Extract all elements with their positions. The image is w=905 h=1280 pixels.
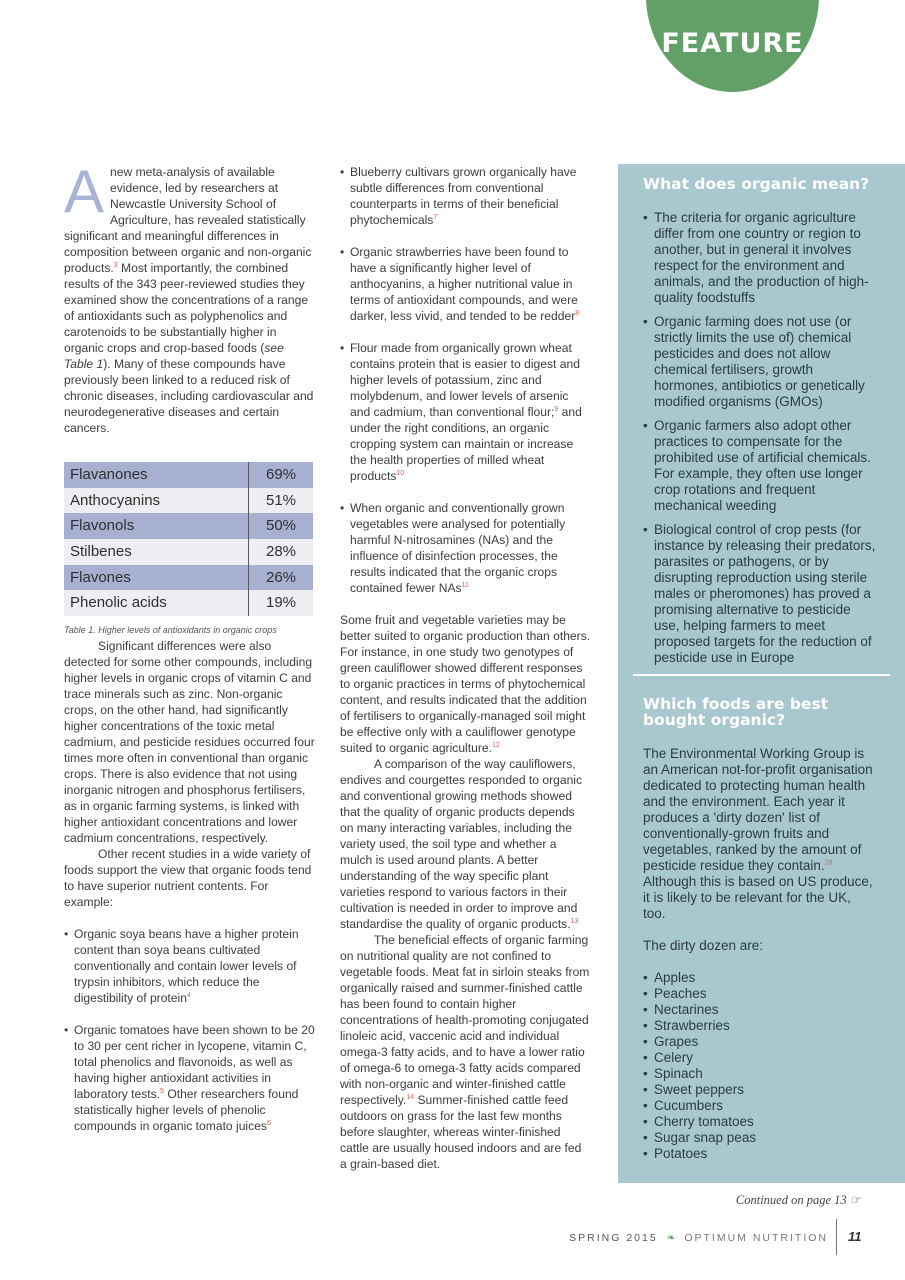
issue-date: SPRING 2015 [569,1232,658,1244]
footnote-ref[interactable]: 4 [186,992,191,1000]
list-item: • Blueberry cultivars grown organically have subtle differences from conventional counterparts in terms of their beneficial phytochemicals$^7$ [340,164,591,228]
list-item: • When organic and conventionally grown vegetables were analysed for potentially harmful N-nitrosamines (NAs) and the influence of disinfection processes, the results indicated that the organic crops contained fewer NAs$^{11}$ [340,500,591,596]
antioxidant-table [64,462,313,616]
list-item: • Cucumbers [643,1098,877,1114]
footer-divider [836,1219,837,1255]
footnote-ref[interactable]: 5 [160,1088,164,1096]
list-item: • Sweet peppers [643,1082,877,1098]
table-row: Anthocyanins 51% [64,488,313,514]
table-row: Flavanones 69% [64,462,313,488]
body-paragraph: The beneficial effects of organic farming on nutritional quality are not confined to vegetable foods. Meat fat in sirloin steaks from organically raised and summer-finished cattle has been found to contain higher concentrations of health-promoting conjugated linoleic acid, vaccenic acid and individual omega-3 fatty acids, and to have a lower ratio of omega-6 to omega-3 fatty acids compared with non-organic and winter-finished cattle respectively.$^{14}$ Summer-finished cattle feed outdoors on grass for the last few months before slaughter, whereas winter-finished cattle are usually housed indoors and are fed a grain-based diet. [340,933,590,1171]
table-row: Flavones 26% [64,565,313,591]
body-paragraph: Some fruit and vegetable varieties may be better suited to organic production than others. For instance, in one study two genotypes of green cauliflower showed different responses to organic practices in terms of phytochemical content, and results indicated that the addition of fertilisers to organically-managed soil might be effective only with a cauliflower genotype suited to organic agriculture.$^{12}$ [340,613,591,755]
footnote-ref[interactable]: 14 [406,1093,415,1101]
list-item: • Strawberries [643,1018,877,1034]
left-column [64,158,316,1150]
table-reference: see Table 1 [64,341,284,371]
footnote-ref[interactable]: 6 [266,1120,271,1128]
drop-cap: A [64,158,105,225]
list-item: • Peaches [643,986,877,1002]
sidebar-paragraph: The dirty dozen are: [643,938,764,953]
list-item: • Celery [643,1050,877,1066]
page-footer [569,1232,828,1244]
list-item: • Cherry tomatoes [643,1114,877,1130]
feature-label: FEATURE [661,28,804,59]
continued-note: Continued on page 13 ☞ [735,1193,861,1207]
footnote-ref[interactable]: 28 [824,859,833,867]
page-number: 11 [848,1229,862,1244]
list-item: • Organic farming does not use (or strictly limits the use of) chemical pesticides and does not allow chemical fertilisers, growth hormones, antibiotics or genetically modified organisms (GMOs) [643,314,877,410]
sidebar-title-organic: What does organic mean? [643,175,870,193]
sidebar-divider [633,674,890,676]
dirty-dozen-list [643,970,877,1162]
footnote-ref[interactable]: 9 [554,405,559,413]
list-item: • Organic soya beans have a higher protein content than soya beans cultivated conventionally and contain lower levels of trypsin inhibitors, which reduce the digestibility of protein$^4$ [64,926,316,1006]
footnote-ref[interactable]: 13 [570,917,579,925]
sidebar-title-foods: Which foods are best bought organic? [643,695,829,729]
bullet-list [340,164,591,596]
sidebar-box [618,164,905,1183]
body-paragraph: Other recent studies in a wide variety of foods support the view that organic foods tend to have superior nutrient contents. For example: [64,847,312,910]
list-item: • Apples [643,970,877,986]
sidebar-paragraph: The Environmental Working Group is an American not-for-profit organisation dedicated to protecting human health and the environment. Each year it produces a 'dirty dozen' list of conventionally-grown fruits and vegetables, ranked by the amount of pesticide residue they contain.$^{28}$ Although this is based on US produce, it is likely to be relevant for the UK, too. [643,746,873,921]
list-item: • Sugar snap peas [643,1130,877,1146]
middle-column [340,164,591,1172]
body-paragraph: Significant differences were also detected for some other compounds, including higher levels in organic crops of vitamin C and trace minerals such as zinc. Non-organic crops, on the other hand, had significantly higher concentrations of the toxic metal cadmium, and pesticide residues occurred four times more often in conventional than organic crops. There is also evidence that not using inorganic nitrogen and phosphorus fertilisers, as in organic farming systems, is linked with higher antioxidant concentrations and lower cadmium concentrations, respectively. [64,639,315,846]
list-item: • Flour made from organically grown wheat contains protein that is easier to digest and higher levels of potassium, zinc and molybdenum, and lower levels of arsenic and cadmium, than conventional flour;$^9$ and under the right conditions, an organic cropping system can maintain or increase the health properties of milled wheat products$^{10}$ [340,340,591,484]
footnote-ref[interactable]: 12 [491,741,500,749]
intro-paragraph: Anew meta-analysis of available evidence, led by researchers at Newcastle University School of Agriculture, has revealed statistically significant and meaningful differences in composition between organic and non-organic products.$^3$ Most importantly, the combined results of the 343 peer-reviewed studies they examined show the concentrations of a range of antioxidants such as polyphenolics and carotenoids to be substantially higher in organic crops and crop-based foods (see Table 1). Many of these compounds have previously been linked to a reduced risk of chronic diseases, including cardiovascular and neurodegenerative diseases and certain cancers. [64,158,314,435]
list-item: • Organic farmers also adopt other practices to compensate for the prohibited use of artificial chemicals. For example, they often use longer crop rotations and frequent mechanical weeding [643,418,877,514]
footnote-ref[interactable]: 7 [433,213,438,221]
list-item: • Spinach [643,1066,877,1082]
footnote-ref[interactable]: 11 [461,581,469,589]
list-item: • Biological control of crop pests (for instance by releasing their predators, parasites or pathogens, or by disrupting reproduction using sterile males or pheromones) has proved a promising alternative to pesticide use, helping farmers to meet proposed targets for the reduction of pesticide use in Europe [643,522,877,666]
table-row: Phenolic acids 19% [64,590,313,616]
table-row: Flavonols 50% [64,513,313,539]
table-row: Stilbenes 28% [64,539,313,565]
bullet-list [64,926,316,1134]
list-item: • Potatoes [643,1146,877,1162]
pointing-hand-icon: ☞ [849,1193,861,1207]
list-item: • Nectarines [643,1002,877,1018]
list-item: • Organic tomatoes have been shown to be 20 to 30 per cent richer in lycopene, vitamin C, total phenolics and flavonoids, as well as having higher antioxidant activities in laboratory tests.$^5$ Other researchers found statistically higher levels of phenolic compounds in organic tomato juices$^6$ [64,1022,316,1134]
list-item: • The criteria for organic agriculture differ from one country or region to another, but in general it involves respect for the environment and animals, and the production of high-quality foodstuffs [643,210,877,306]
footnote-ref[interactable]: 3 [113,261,118,269]
body-paragraph: A comparison of the way cauliflowers, endives and courgettes responded to organic and conventional growing methods showed that the quality of organic products depends on many interacting variables, including the variety used, the soil type and whether a mulch is used around plants. A better understanding of the way specific plant varieties respond to various factors in their cultivation is needed in order to improve and standardise the quality of organic products.$^{13}$ [340,757,583,931]
organic-criteria-list [643,210,877,666]
leaf-icon: ❧ [666,1232,676,1244]
magazine-name: OPTIMUM NUTRITION [684,1232,828,1244]
list-item: • Organic strawberries have been found to have a significantly higher level of anthocyanins, a higher nutritional value in terms of antioxidant compounds, and were darker, less vivid, and tended to be redder$^8$ [340,244,591,324]
list-item: • Grapes [643,1034,877,1050]
footnote-ref[interactable]: 8 [575,309,580,317]
footnote-ref[interactable]: 10 [396,469,405,477]
table-caption: Table 1. Higher levels of antioxidants in organic crops [64,625,277,636]
